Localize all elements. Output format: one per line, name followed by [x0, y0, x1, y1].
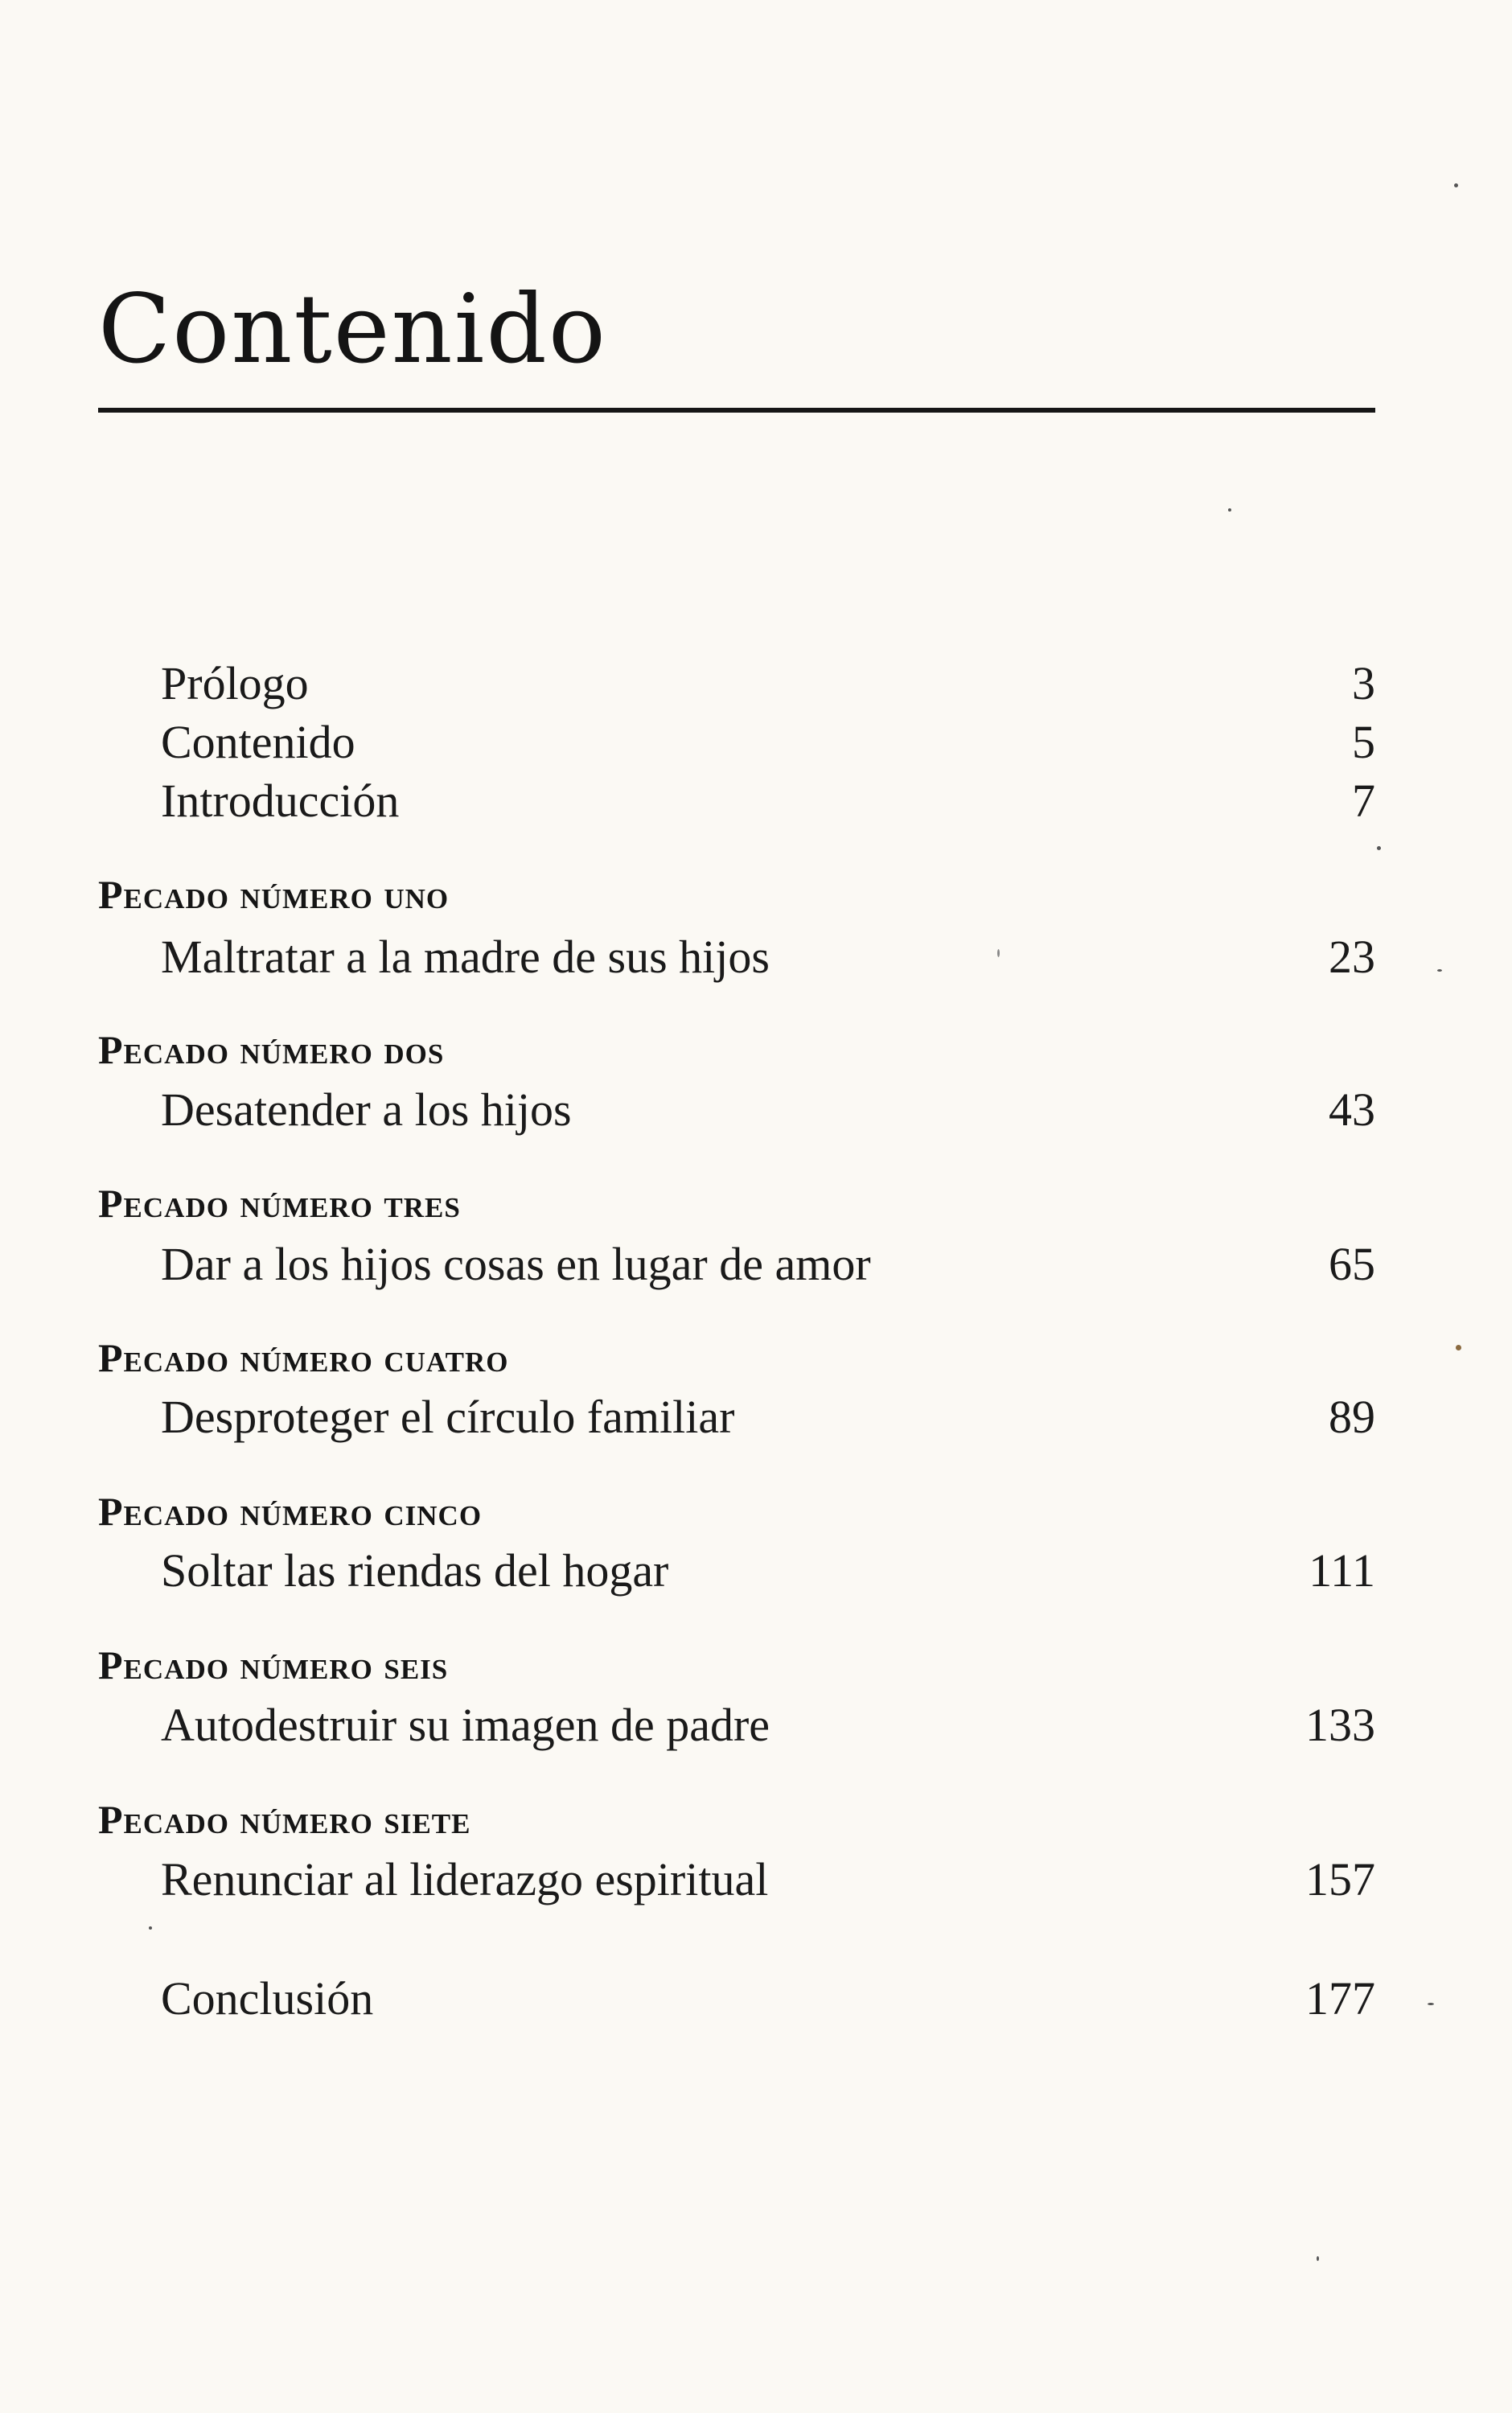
toc-entry-title: Contenido: [161, 716, 355, 768]
toc-entry-page: 5: [1352, 716, 1375, 768]
toc-entry-page: 43: [1329, 1083, 1375, 1136]
toc-entry-chapter-7: [161, 1852, 1375, 1908]
toc-entry-page: 177: [1305, 1972, 1375, 2025]
paper-speck: [1428, 2003, 1434, 2005]
chapter-label: Pecado número cuatro: [98, 1335, 509, 1380]
chapter-label: Pecado número uno: [98, 872, 450, 917]
chapter-label: Pecado número siete: [98, 1797, 471, 1842]
toc-entry-title: Desatender a los hijos: [161, 1083, 572, 1136]
toc-entry-page: 3: [1352, 657, 1375, 709]
paper-speck: [1377, 846, 1381, 850]
chapter-label: Pecado número cinco: [98, 1489, 483, 1534]
toc-entry-title: Dar a los hijos cosas en lugar de amor: [161, 1238, 871, 1290]
toc-entry-chapter-1: [161, 929, 1375, 985]
toc-entry-conclusion: [161, 1971, 1375, 2027]
toc-entry-title: Soltar las riendas del hogar: [161, 1544, 669, 1597]
paper-speck: [1317, 2256, 1319, 2261]
toc-entry-page: 157: [1305, 1853, 1375, 1905]
chapter-label: Pecado número tres: [98, 1181, 461, 1226]
toc-entry-chapter-6: [161, 1697, 1375, 1753]
toc-entry-chapter-2: [161, 1082, 1375, 1138]
paper-speck: [1228, 508, 1231, 512]
paper-speck: [1437, 969, 1442, 972]
toc-entry-page: 89: [1329, 1391, 1375, 1443]
title-divider: [98, 408, 1375, 413]
paper-speck: [1456, 1345, 1461, 1350]
toc-entry-page: 7: [1352, 775, 1375, 827]
chapter-label: Pecado número dos: [98, 1027, 445, 1072]
toc-entry-page: 23: [1329, 931, 1375, 983]
paper-speck: [1454, 183, 1458, 187]
toc-entry-title: Desproteger el círculo familiar: [161, 1391, 735, 1443]
toc-entry-title: Maltratar a la madre de sus hijos: [161, 931, 770, 983]
toc-entry-chapter-5: [161, 1543, 1375, 1599]
paper-speck: [149, 1926, 152, 1930]
toc-entry-contenido: [161, 714, 1375, 771]
paper-speck: [997, 949, 1000, 957]
page-title: Contenido: [98, 273, 607, 384]
toc-entry-chapter-3: [161, 1236, 1375, 1293]
toc-entry-title: Prólogo: [161, 657, 309, 709]
chapter-label: Pecado número seis: [98, 1642, 449, 1687]
toc-entry-introduccion: [161, 773, 1375, 829]
toc-entry-title: Introducción: [161, 775, 400, 827]
toc-entry-page: 65: [1329, 1238, 1375, 1290]
toc-entry-page: 111: [1309, 1544, 1375, 1597]
toc-entry-prologo: [161, 656, 1375, 712]
toc-entry-title: Autodestruir su imagen de padre: [161, 1699, 770, 1751]
toc-entry-title: Renunciar al liderazgo espiritual: [161, 1853, 769, 1905]
toc-entry-title: Conclusión: [161, 1972, 374, 2025]
toc-entry-page: 133: [1305, 1699, 1375, 1751]
toc-entry-chapter-4: [161, 1389, 1375, 1445]
